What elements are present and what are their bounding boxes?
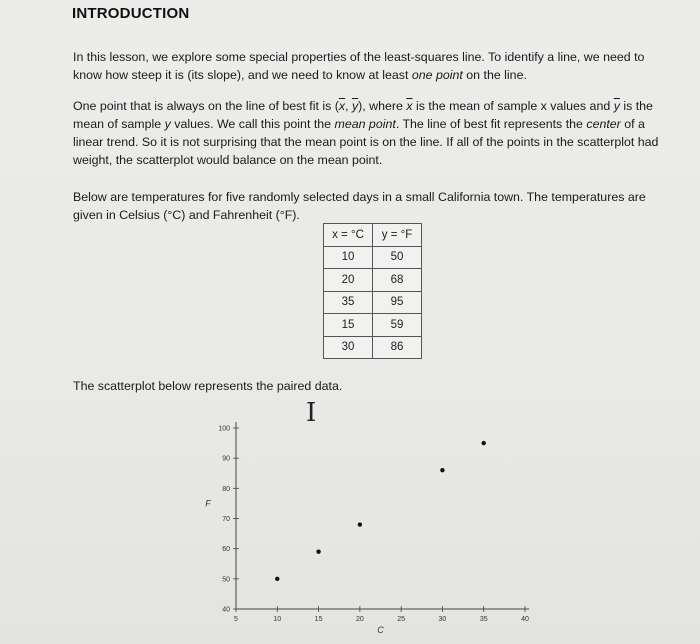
plot-ticks [205, 426, 529, 636]
x-tick-label: 40 [521, 616, 529, 623]
p2-text-f: . The line of best fit represents the [395, 117, 587, 131]
fahrenheit-cell: 59 [373, 314, 422, 337]
x-tick-label: 15 [314, 616, 323, 623]
y-tick-label: 100 [218, 425, 230, 433]
p2-text-d: is the mean of sample [73, 99, 653, 131]
p2-text-e: values. We call this point the [170, 117, 335, 131]
x-bar-symbol: $\overline{x}$ [338, 99, 346, 113]
x-tick-label: 10 [273, 616, 282, 623]
fahrenheit-cell: 68 [373, 269, 422, 292]
y-bar-symbol: $\overline{y}$ [351, 99, 359, 113]
x-tick-label: 20 [355, 616, 364, 623]
temperatures-paragraph: Below are temperatures for five randomly selected days in a small California town. The temperatures are given in Celsius (°C) and Fahrenheit (°F). [73, 190, 646, 222]
p2-y-variable: y [164, 117, 171, 131]
y-tick-label: 90 [222, 455, 230, 463]
scatterplot-caption: The scatterplot below represents the paired data. [73, 379, 343, 393]
p2-text-c: is the mean of sample x values and [412, 99, 614, 113]
x-tick-label: 5 [234, 616, 238, 623]
celsius-cell: 35 [324, 291, 373, 314]
p1-emphasis: one point [411, 68, 463, 82]
text-cursor-icon: I [306, 398, 317, 428]
fahrenheit-cell: 95 [373, 291, 422, 314]
plot-points [275, 441, 486, 581]
p1-text-a: In this lesson, we explore some special properties of the least-squares line. To identify a line, we need to know how steep it is (its slope), and we need to know at least [73, 50, 645, 82]
header-fahrenheit: y = °F [373, 224, 422, 247]
celsius-cell: 20 [324, 269, 373, 292]
p2-comma: , [345, 99, 352, 113]
x-tick-label: 35 [479, 616, 488, 623]
x-tick-label: 30 [438, 616, 447, 623]
x-tick-label: 25 [397, 616, 406, 623]
y-tick-label: 70 [222, 516, 230, 523]
p2-text-g: of a linear trend. So it is not surprising that the mean point is on the line. If all of the points in the scatterplot had weight, the scatterplot would balance on the mean point. [73, 117, 659, 167]
y-tick-label: 50 [222, 576, 230, 584]
fahrenheit-cell: 50 [373, 246, 422, 269]
center-term: center [586, 117, 621, 131]
plot-axes [236, 422, 529, 609]
data-point [275, 577, 279, 581]
celsius-cell: 30 [324, 336, 373, 359]
celsius-cell: 15 [324, 314, 373, 337]
p1-text-b: on the line. [462, 68, 527, 82]
p2-text-b: ), where [358, 99, 407, 113]
data-point [440, 468, 444, 472]
p2-text-a: One point that is always on the line of best fit is ( [73, 99, 339, 113]
x-bar-symbol: $\overline{x}$ [406, 99, 413, 113]
y-tick-label: 40 [222, 606, 230, 614]
y-axis-label: F [205, 498, 211, 509]
mean-point-term: mean point [334, 117, 396, 131]
data-point [316, 549, 320, 553]
data-point [358, 522, 362, 526]
data-point [482, 441, 486, 445]
fahrenheit-cell: 86 [373, 336, 422, 359]
y-bar-symbol: $\overline{y}$ [613, 99, 620, 113]
x-axis-label: C [377, 625, 384, 635]
header-celsius: x = °C [324, 224, 373, 247]
page-title: INTRODUCTION [72, 5, 190, 22]
y-tick-label: 80 [222, 485, 230, 493]
y-tick-label: 60 [222, 546, 230, 554]
celsius-cell: 10 [324, 246, 373, 269]
